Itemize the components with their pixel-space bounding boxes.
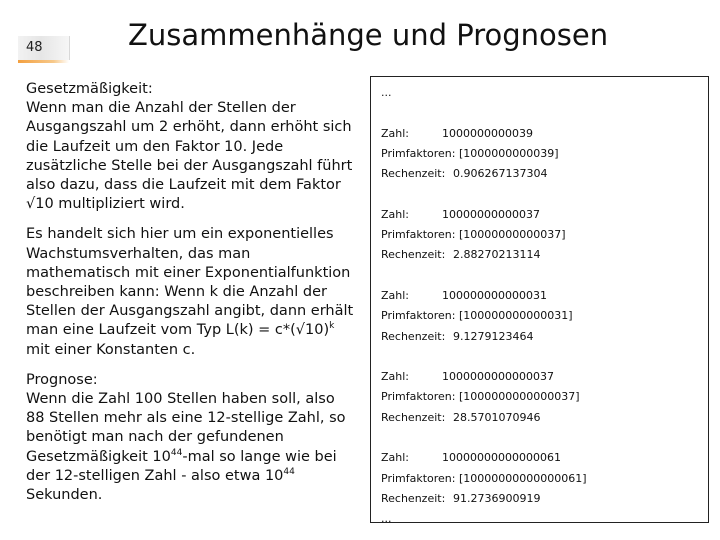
exponent-44-b: 44 [283, 466, 295, 477]
zahl-label: Zahl: [381, 207, 410, 221]
rechenzeit-value: 28.5701070946 [453, 410, 541, 424]
paragraph-gesetzmaessigkeit: Gesetzmäßigkeit: Wenn man die Anzahl der Stellen der Ausgangszahl um 2 erhöht, dann erhöht sich die Laufzeit um den Faktor 10. Jede zusätzliche Stelle bei der Ausgangszahl führt also dazu, dass die Laufzeit mit dem Faktor √10 multipliziert wird. [26, 81, 353, 213]
zahl-label: Zahl: [381, 451, 410, 465]
rechenzeit-label: Rechenzeit: [381, 248, 446, 262]
ellipsis-top: ... [381, 86, 392, 99]
primfaktoren-value: [1000000000000037] [458, 390, 580, 404]
primfaktoren-label: Primfaktoren: [381, 228, 459, 242]
paragraph-prognose-end: Sekunden. [26, 487, 103, 504]
result-entry-4 [381, 367, 698, 428]
zahl-value: 10000000000000061 [442, 451, 561, 465]
result-entry-3 [381, 286, 698, 347]
paragraph-exponential-end: mit einer Konstanten c. [26, 341, 196, 358]
slide-title: Zusammenhänge und Prognosen [128, 18, 609, 52]
slide-number: 48 [18, 36, 70, 60]
zahl-value: 1000000000000037 [442, 370, 554, 384]
primfaktoren-label: Primfaktoren: [381, 390, 459, 404]
zahl-value: 100000000000031 [442, 288, 547, 302]
paragraph-prognose [26, 371, 356, 505]
paragraph-exponential [26, 225, 356, 359]
primfaktoren-label: Primfaktoren: [381, 471, 459, 485]
paragraph-prognose-middle: -mal so lange wie bei der 12-stelligen Zahl - also etwa 10 [26, 448, 337, 484]
result-entry-2 [381, 205, 698, 266]
rechenzeit-value: 0.906267137304 [453, 167, 548, 181]
rechenzeit-label: Rechenzeit: [381, 167, 446, 181]
rechenzeit-value: 9.1279123464 [453, 329, 534, 343]
zahl-label: Zahl: [381, 288, 410, 302]
primfaktoren-label: Primfaktoren: [381, 146, 459, 160]
zahl-label: Zahl: [381, 126, 410, 140]
results-box [370, 76, 709, 526]
zahl-value: 10000000000037 [442, 207, 540, 221]
spacer [381, 266, 698, 286]
zahl-label: Zahl: [381, 370, 410, 384]
spacer [381, 184, 698, 204]
primfaktoren-value: [100000000000031] [458, 309, 573, 323]
result-entry-1 [381, 124, 698, 185]
primfaktoren-value: [10000000000037] [458, 228, 566, 242]
left-text-column [26, 80, 356, 505]
primfaktoren-value: [10000000000000061] [458, 471, 587, 485]
exponent-44-a: 44 [170, 447, 183, 458]
spacer [381, 103, 698, 123]
rechenzeit-value: 2.88270213114 [453, 248, 541, 262]
paragraph-prognose-text: Prognose: Wenn die Zahl 100 Stellen haben soll, also 88 Stellen mehr als eine 12-stellige Zahl, so benötigt man nach der gefundenen Gesetzmäßigkeit 10 [26, 371, 346, 465]
rechenzeit-label: Rechenzeit: [381, 329, 446, 343]
rechenzeit-label: Rechenzeit: [381, 410, 446, 424]
zahl-value: 1000000000039 [442, 126, 533, 140]
primfaktoren-label: Primfaktoren: [381, 309, 459, 323]
primfaktoren-value: [1000000000039] [458, 146, 559, 160]
spacer [381, 428, 698, 448]
spacer [381, 347, 698, 367]
paragraph-exponential-text: Es handelt sich hier um ein exponentielles Wachstumsverhalten, das man mathematisch mit einer Exponentialfunktion beschreiben kann: Wenn k die Anzahl der Stellen der Ausgangszahl angibt, dann erhält man eine Laufzeit vom Typ L(k) = c*(√10) [26, 226, 354, 339]
ellipsis-bottom: ... [381, 512, 392, 526]
rechenzeit-label: Rechenzeit: [381, 491, 446, 505]
exponent-k: k [329, 321, 335, 332]
result-entry-5 [381, 448, 698, 509]
rechenzeit-value: 91.2736900919 [453, 491, 541, 505]
